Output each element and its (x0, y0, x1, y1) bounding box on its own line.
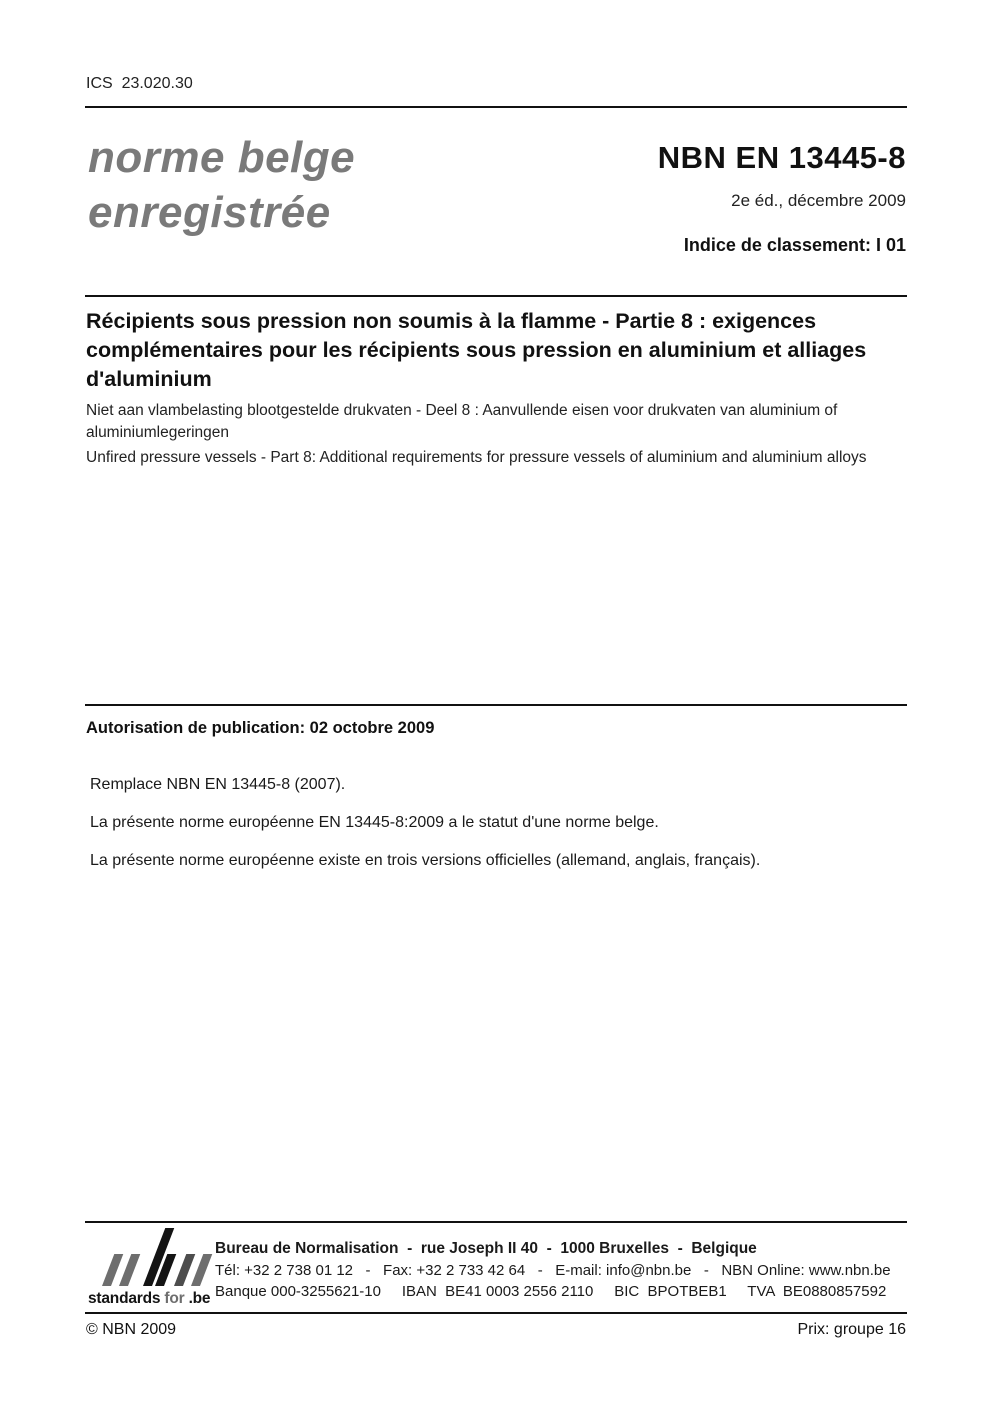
note-replaces: Remplace NBN EN 13445-8 (2007). (90, 776, 346, 793)
publisher-bank-details: Banque 000-3255621-10 IBAN BE41 0003 2556 2110 BIC BPOTBEB1 TVA BE0880857592 (215, 1283, 887, 1300)
copyright-notice: © NBN 2009 (86, 1321, 177, 1338)
publisher-contact: Tél: +32 2 738 01 12 - Fax: +32 2 733 42 64 - E-mail: info@nbn.be - NBN Online: www.nbn.be (215, 1261, 891, 1279)
document-type-line2: enregistrée (88, 188, 331, 237)
tagline-standards: standards (88, 1290, 161, 1307)
publisher-address: Bureau de Normalisation - rue Joseph II 40 - 1000 Bruxelles - Belgique (215, 1240, 757, 1257)
divider-footer-bottom (85, 1312, 907, 1314)
classification-index: Indice de classement: I 01 (683, 235, 906, 255)
price-group: Prix: groupe 16 (797, 1321, 906, 1338)
document-type-line1: norme belge (88, 133, 356, 182)
publication-authorization: Autorisation de publication: 02 octobre 2009 (86, 719, 435, 737)
divider-footer-top (85, 1221, 907, 1223)
note-versions: La présente norme européenne existe en trois versions officielles (allemand, anglais, français). (90, 852, 761, 869)
nbn-logo-strokes (88, 1228, 218, 1286)
note-status: La présente norme européenne EN 13445-8:2009 a le statut d'une norme belge. (90, 814, 659, 831)
document-type-heading (88, 130, 355, 240)
edition-date: 2e éd., décembre 2009 (731, 191, 906, 210)
divider-title (85, 295, 907, 297)
title-english: Unfired pressure vessels - Part 8: Additional requirements for pressure vessels of aluminium and aluminium alloys (86, 449, 867, 466)
nbn-logo-icon (88, 1228, 218, 1308)
tagline-for: for (160, 1290, 189, 1307)
title-dutch: Niet aan vlambelasting blootgestelde drukvaten - Deel 8 : Aanvullende eisen voor drukvaten van aluminium of aluminiumlegeringen (86, 402, 838, 441)
ics-code: ICS 23.020.30 (86, 75, 193, 92)
nbn-logo-tagline (88, 1290, 218, 1308)
tagline-be: .be (188, 1290, 211, 1307)
divider-top (85, 106, 907, 108)
standard-number: NBN EN 13445-8 (657, 140, 906, 175)
divider-authorization (85, 704, 907, 706)
title-french: Récipients sous pression non soumis à la flamme - Partie 8 : exigences complémentaires pour les récipients sous pression en aluminium et alliages d'aluminium (86, 309, 867, 391)
publisher-info (215, 1238, 891, 1303)
document-header (658, 140, 906, 256)
